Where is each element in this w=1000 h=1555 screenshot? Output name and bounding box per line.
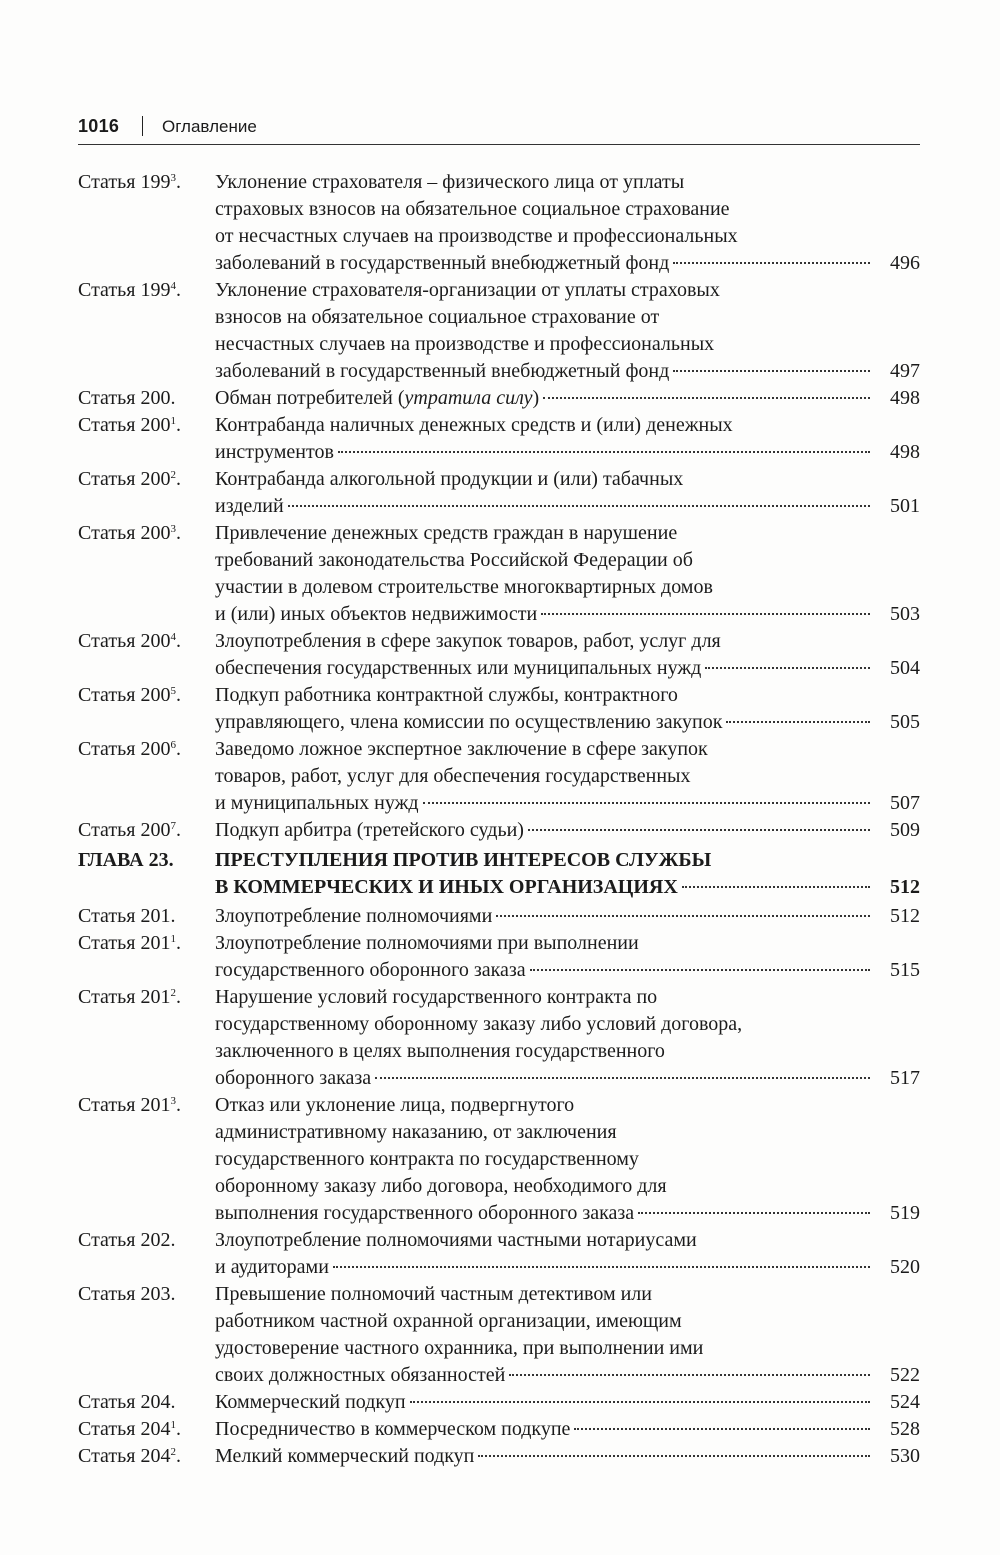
running-head — [78, 116, 920, 145]
page-ref: 528 — [890, 1418, 920, 1440]
entry-last-line — [215, 655, 920, 682]
article-number: 199 — [140, 279, 171, 301]
toc-article-entry — [78, 1092, 920, 1227]
page-ref: 524 — [890, 1391, 920, 1413]
entry-title-line: Посредничество в коммерческом подкупе — [215, 1418, 571, 1440]
entry-title-line: Злоупотребления в сфере закупок товаров, работ, услуг для — [215, 630, 721, 652]
dot-leader — [541, 613, 870, 615]
dot-leader — [543, 397, 870, 399]
entry-label: Статья $199^4$. — [78, 279, 181, 301]
entry-title-line: Превышение полномочий частным детективом или — [215, 1283, 652, 1305]
article-superscript: 7 — [170, 820, 176, 832]
entry-title-line: ПРЕСТУПЛЕНИЯ ПРОТИВ ИНТЕРЕСОВ СЛУЖБЫ — [215, 849, 712, 871]
entry-title — [215, 736, 920, 817]
entry-title-line: заключенного в целях выполнения государственного — [215, 1040, 665, 1062]
entry-title — [215, 385, 920, 412]
article-number: 200 — [140, 387, 171, 409]
entry-title-line: Привлечение денежных средств граждан в нарушение — [215, 522, 678, 544]
dot-leader — [375, 1077, 870, 1079]
article-superscript: 1 — [170, 1419, 176, 1431]
entry-last-line — [215, 874, 920, 901]
entry-title-line: требований законодательства Российской Федерации об — [215, 549, 693, 571]
article-number: 200 — [140, 684, 171, 706]
entry-title-line: и аудиторами — [215, 1256, 329, 1278]
article-number: 200 — [140, 468, 171, 490]
article-number: 202 — [140, 1229, 171, 1251]
page-ref: 505 — [890, 711, 920, 733]
entry-title-line: своих должностных обязанностей — [215, 1364, 506, 1386]
dot-leader — [410, 1401, 870, 1403]
entry-title-line: заболеваний в государственный внебюджетный фонд — [215, 252, 670, 274]
dot-leader — [530, 969, 870, 971]
article-superscript: 3 — [170, 1095, 176, 1107]
article-superscript: 3 — [170, 172, 176, 184]
dot-leader — [673, 370, 870, 372]
article-word: Статья — [78, 630, 136, 652]
toc-article-entry — [78, 817, 920, 844]
entry-title-line: Мелкий коммерческий подкуп — [215, 1445, 475, 1467]
article-number: 201 — [140, 986, 171, 1008]
entry-label: Статья 203. — [78, 1283, 176, 1305]
entry-label: Статья $200^5$. — [78, 684, 181, 706]
entry-last-line — [215, 1065, 920, 1092]
entry-last-line — [215, 903, 920, 930]
entry-label: Статья $200^3$. — [78, 522, 181, 544]
page-ref: 498 — [890, 441, 920, 463]
entry-last-line — [215, 709, 920, 736]
chapter-label: ГЛАВА 23. — [78, 849, 174, 871]
article-number: 200 — [140, 738, 171, 760]
entry-label: Статья $200^7$. — [78, 819, 181, 841]
article-word: Статья — [78, 684, 136, 706]
page-ref: 512 — [890, 876, 920, 898]
entry-title-line: взносов на обязательное социальное страхование от — [215, 306, 660, 328]
toc-article-entry — [78, 520, 920, 628]
dot-leader — [638, 1212, 870, 1214]
article-word: Статья — [78, 1283, 136, 1305]
entry-title — [215, 903, 920, 930]
article-word: Статья — [78, 279, 136, 301]
article-number: 204 — [140, 1445, 171, 1467]
entry-title-line: Обман потребителей (утратила силу) — [215, 387, 540, 409]
entry-last-line — [215, 358, 920, 385]
entry-title-line: Подкуп работника контрактной службы, контрактного — [215, 684, 678, 706]
entry-last-line — [215, 1200, 920, 1227]
entry-title-line: товаров, работ, услуг для обеспечения государственных — [215, 765, 691, 787]
entry-title-line: и (или) иных объектов недвижимости — [215, 603, 538, 625]
entry-last-line — [215, 493, 920, 520]
entry-last-line — [215, 601, 920, 628]
page-ref: 530 — [890, 1445, 920, 1467]
dot-leader — [682, 886, 870, 888]
entry-title — [215, 1092, 920, 1227]
toc-article-entry — [78, 930, 920, 984]
entry-label: Статья $199^3$. — [78, 171, 181, 193]
page-ref: 522 — [890, 1364, 920, 1386]
entry-title-line: и муниципальных нужд — [215, 792, 419, 814]
toc-article-entry — [78, 1389, 920, 1416]
article-word: Статья — [78, 1094, 136, 1116]
entry-label: Статья $204^2$. — [78, 1445, 181, 1467]
dot-leader — [726, 721, 870, 723]
dot-leader — [509, 1374, 870, 1376]
article-word: Статья — [78, 414, 136, 436]
toc-article-entry — [78, 903, 920, 930]
entry-last-line — [215, 1416, 920, 1443]
entry-title-line: Уклонение страхователя – физического лица от уплаты — [215, 171, 685, 193]
article-number: 204 — [140, 1391, 171, 1413]
entry-title-line: оборонного заказа — [215, 1067, 372, 1089]
article-word: Статья — [78, 1229, 136, 1251]
entry-title — [215, 1416, 920, 1443]
entry-label — [78, 847, 215, 874]
page-ref: 496 — [890, 252, 920, 274]
toc-article-entry — [78, 628, 920, 682]
entry-last-line — [215, 817, 920, 844]
toc-article-entry — [78, 466, 920, 520]
entry-label: Статья $200^2$. — [78, 468, 181, 490]
entry-title — [215, 984, 920, 1092]
article-number: 200 — [140, 630, 171, 652]
entry-last-line — [215, 250, 920, 277]
dot-leader — [574, 1428, 870, 1430]
article-word: Статья — [78, 905, 136, 927]
dot-leader — [288, 505, 870, 507]
toc-article-entry — [78, 682, 920, 736]
toc-article-entry — [78, 984, 920, 1092]
article-superscript: 2 — [170, 987, 176, 999]
entry-title-line: изделий — [215, 495, 284, 517]
page-ref: 497 — [890, 360, 920, 382]
toc-article-entry — [78, 412, 920, 466]
article-word: Статья — [78, 387, 136, 409]
entry-title-line: удостоверение частного охранника, при выполнении ими — [215, 1337, 704, 1359]
entry-title-line: заболеваний в государственный внебюджетный фонд — [215, 360, 670, 382]
entry-label: Статья $201^3$. — [78, 1094, 181, 1116]
article-superscript: 1 — [170, 933, 176, 945]
page-ref: 517 — [890, 1067, 920, 1089]
article-number: 203 — [140, 1283, 171, 1305]
entry-title-line: Коммерческий подкуп — [215, 1391, 406, 1413]
entry-title-line: инструментов — [215, 441, 334, 463]
entry-title-line: административному наказанию, от заключения — [215, 1121, 617, 1143]
article-superscript: 4 — [170, 280, 176, 292]
entry-last-line — [215, 1443, 920, 1470]
entry-label: Статья $201^2$. — [78, 986, 181, 1008]
toc-article-entry — [78, 1281, 920, 1389]
entry-title — [215, 847, 920, 901]
page-ref: 501 — [890, 495, 920, 517]
article-superscript: 5 — [170, 685, 176, 697]
article-word: Статья — [78, 171, 136, 193]
entry-title — [215, 682, 920, 736]
entry-title-line: от несчастных случаев на производстве и профессиональных — [215, 225, 738, 247]
entry-label: Статья $201^1$. — [78, 932, 181, 954]
entry-title-line: государственного контракта по государственному — [215, 1148, 639, 1170]
entry-title — [215, 277, 920, 385]
article-word: Статья — [78, 1418, 136, 1440]
entry-label: Статья $200^1$. — [78, 414, 181, 436]
entry-title — [215, 412, 920, 466]
page-ref: 509 — [890, 819, 920, 841]
entry-title — [215, 930, 920, 984]
italic-note: утратила силу — [404, 387, 533, 409]
article-word: Статья — [78, 819, 136, 841]
article-superscript: 2 — [170, 469, 176, 481]
table-of-contents — [78, 169, 920, 1470]
toc-article-entry — [78, 1443, 920, 1470]
article-number: 201 — [140, 1094, 171, 1116]
entry-title-line: Заведомо ложное экспертное заключение в сфере закупок — [215, 738, 708, 760]
page-ref: 503 — [890, 603, 920, 625]
header-divider — [142, 116, 143, 136]
dot-leader — [423, 802, 870, 804]
article-superscript: 2 — [170, 1446, 176, 1458]
entry-title — [215, 520, 920, 628]
entry-label: Статья $204^1$. — [78, 1418, 181, 1440]
dot-leader — [705, 667, 870, 669]
toc-article-entry — [78, 736, 920, 817]
page-ref: 520 — [890, 1256, 920, 1278]
entry-title — [215, 1281, 920, 1389]
article-number: 201 — [140, 932, 171, 954]
entry-last-line — [215, 1254, 920, 1281]
page-number: 1016 — [78, 116, 120, 136]
page-ref: 519 — [890, 1202, 920, 1224]
entry-last-line — [215, 385, 920, 412]
page-ref: 507 — [890, 792, 920, 814]
entry-title — [215, 817, 920, 844]
entry-title — [215, 466, 920, 520]
toc-article-entry — [78, 1227, 920, 1281]
entry-last-line — [215, 957, 920, 984]
page-ref: 515 — [890, 959, 920, 981]
article-word: Статья — [78, 932, 136, 954]
entry-label: Статья $200^6$. — [78, 738, 181, 760]
entry-title-line: В КОММЕРЧЕСКИХ И ИНЫХ ОРГАНИЗАЦИЯХ — [215, 876, 678, 898]
entry-title-line: обеспечения государственных или муниципальных нужд — [215, 657, 702, 679]
article-superscript: 3 — [170, 523, 176, 535]
entry-label: Статья 200. — [78, 387, 176, 409]
entry-title-line: Контрабанда алкогольной продукции и (или) табачных — [215, 468, 684, 490]
dot-leader — [673, 262, 870, 264]
entry-title-line: государственному оборонному заказу либо условий договора, — [215, 1013, 743, 1035]
article-word: Статья — [78, 1445, 136, 1467]
entry-title — [215, 1389, 920, 1416]
article-number: 200 — [140, 522, 171, 544]
entry-title-line: Злоупотребление полномочиями при выполнении — [215, 932, 639, 954]
entry-last-line — [215, 1389, 920, 1416]
entry-last-line — [215, 1362, 920, 1389]
entry-title-line: Уклонение страхователя-организации от уплаты страховых — [215, 279, 720, 301]
article-superscript: 4 — [170, 631, 176, 643]
page-ref: 498 — [890, 387, 920, 409]
entry-title-line: несчастных случаев на производстве и профессиональных — [215, 333, 715, 355]
entry-title-line: участии в долевом строительстве многоквартирных домов — [215, 576, 713, 598]
entry-title — [215, 628, 920, 682]
entry-title — [215, 1227, 920, 1281]
entry-last-line — [215, 439, 920, 466]
article-superscript: 6 — [170, 739, 176, 751]
article-number: 200 — [140, 414, 171, 436]
entry-last-line — [215, 790, 920, 817]
entry-label: Статья $200^4$. — [78, 630, 181, 652]
article-number: 204 — [140, 1418, 171, 1440]
article-word: Статья — [78, 1391, 136, 1413]
article-superscript: 1 — [170, 415, 176, 427]
dot-leader — [496, 915, 870, 917]
dot-leader — [528, 829, 870, 831]
entry-label: Статья 202. — [78, 1229, 176, 1251]
dot-leader — [478, 1455, 870, 1457]
entry-title-line: государственного оборонного заказа — [215, 959, 526, 981]
article-number: 200 — [140, 819, 171, 841]
dot-leader — [338, 451, 870, 453]
toc-article-entry — [78, 1416, 920, 1443]
entry-title-line: работником частной охранной организации, имеющим — [215, 1310, 682, 1332]
article-word: Статья — [78, 738, 136, 760]
entry-title — [215, 1443, 920, 1470]
running-title: Оглавление — [162, 117, 257, 136]
article-number: 201 — [140, 905, 171, 927]
entry-title-line: Подкуп арбитра (третейского судьи) — [215, 819, 524, 841]
entry-label: Статья 204. — [78, 1391, 176, 1413]
toc-article-entry — [78, 277, 920, 385]
toc-article-entry — [78, 385, 920, 412]
dot-leader — [333, 1266, 870, 1268]
toc-chapter-entry — [78, 847, 920, 901]
entry-title-line: Злоупотребление полномочиями — [215, 905, 493, 927]
article-number: 199 — [140, 171, 171, 193]
page-ref: 512 — [890, 905, 920, 927]
entry-title-line: оборонному заказу либо договора, необходимого для — [215, 1175, 667, 1197]
article-word: Статья — [78, 468, 136, 490]
entry-title-line: Отказ или уклонение лица, подвергнутого — [215, 1094, 575, 1116]
entry-title-line: Контрабанда наличных денежных средств и (или) денежных — [215, 414, 733, 436]
toc-article-entry — [78, 169, 920, 277]
article-word: Статья — [78, 522, 136, 544]
entry-label: Статья 201. — [78, 905, 176, 927]
page-ref: 504 — [890, 657, 920, 679]
entry-title-line: управляющего, члена комиссии по осуществлению закупок — [215, 711, 723, 733]
entry-title-line: страховых взносов на обязательное социальное страхование — [215, 198, 730, 220]
article-word: Статья — [78, 986, 136, 1008]
entry-title-line: Нарушение условий государственного контракта по — [215, 986, 658, 1008]
entry-title-line: Злоупотребление полномочиями частными нотариусами — [215, 1229, 697, 1251]
entry-title — [215, 169, 920, 277]
entry-title-line: выполнения государственного оборонного заказа — [215, 1202, 635, 1224]
